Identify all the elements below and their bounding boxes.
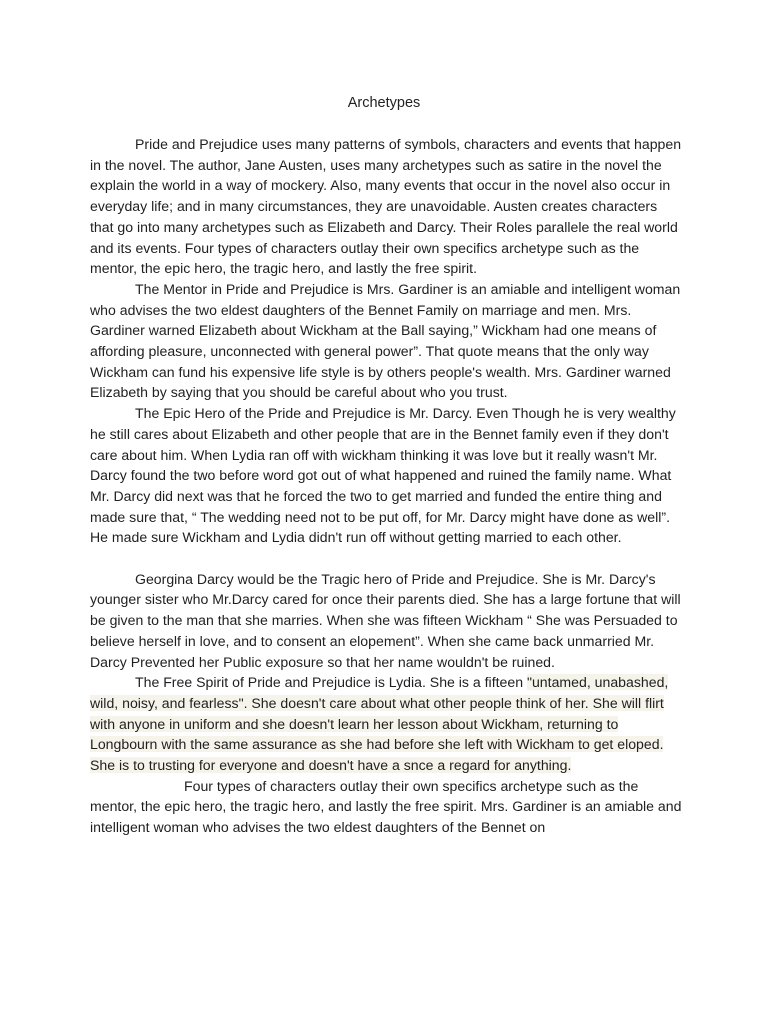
paragraph-tragic-hero: Georgina Darcy would be the Tragic hero of Pride and Prejudice. She is Mr. Darcy's younger sister who Mr.Darcy cared for once their parents died. She has a large fortune that will be given to the man that she marries. When she was fifteen Wickham “ She was Persuaded to believe herself in love, and to consent an elopement”. When she came back unmarried Mr. Darcy Prevented her Public exposure so that her name wouldn't be ruined. [90, 570, 681, 670]
paragraph-conclusion: Four types of characters outlay their own specifics archetype such as the mentor, the epic hero, the tragic hero, and lastly the free spirit. Mrs. Gardiner is an amiable and intelligent woman who advises the two eldest daughters of the Bennet on [90, 777, 682, 836]
free-spirit-lead: The Free Spirit of Pride and Prejudice is Lydia. She is a fifteen [135, 674, 527, 691]
paragraph-epic-hero: The Epic Hero of the Pride and Prejudice is Mr. Darcy. Even Though he is very wealthy he still cares about Elizabeth and other people that are in the Bennet family even if they don't care about him. When Lydia ran off with wickham thinking it was love but it really wasn't Mr. Darcy found the two before word got out of what happened and ruined the family name. What Mr. Darcy did next was that he forced the two to get married and funded the entire thing and made sure that, “ The wedding need not to be put off, for Mr. Darcy might have done as well”. He made sure Wickham and Lydia didn't run off without getting married to each other. [90, 405, 676, 546]
paragraph-introduction: Pride and Prejudice uses many patterns of symbols, characters and events that happen in the novel. The author, Jane Austen, uses many archetypes such as satire in the novel the explain the world in a way of mockery. Also, many events that occur in the novel also occur in everyday life; and in many circumstances, they are unavoidable. Austen creates characters that go into many archetypes such as Elizabeth and Darcy. Their Roles parallele the real world and its events. Four types of characters outlay their own specifics archetype such as the mentor, the epic hero, the tragic hero, and lastly the free spirit. [90, 136, 682, 277]
paragraph-free-spirit [90, 672, 682, 776]
page-title: Archetypes [347, 95, 421, 111]
essay-body [90, 134, 682, 838]
free-spirit-highlighted-text: "untamed, unabashed, wild, noisy, and fearless". She doesn't care about what other people think of her. She will flirt with anyone in uniform and she doesn't learn her lesson about Wickham, returning to Longbourn with the same assurance as she had before she left with Wickham to get eloped. She is to trusting for everyone and doesn't have a snce a regard for anything. [90, 674, 669, 774]
paragraph-mentor: The Mentor in Pride and Prejudice is Mrs. Gardiner is an amiable and intelligent woman who advises the two eldest daughters of the Bennet Family on marriage and men. Mrs. Gardiner warned Elizabeth about Wickham at the Ball saying,” Wickham had one means of affording pleasure, unconnected with general power”. That quote means that the only way Wickham can fund his expensive life style is by others people's wealth. Mrs. Gardiner warned Elizabeth by saying that you should be careful about who you trust. [90, 280, 681, 401]
